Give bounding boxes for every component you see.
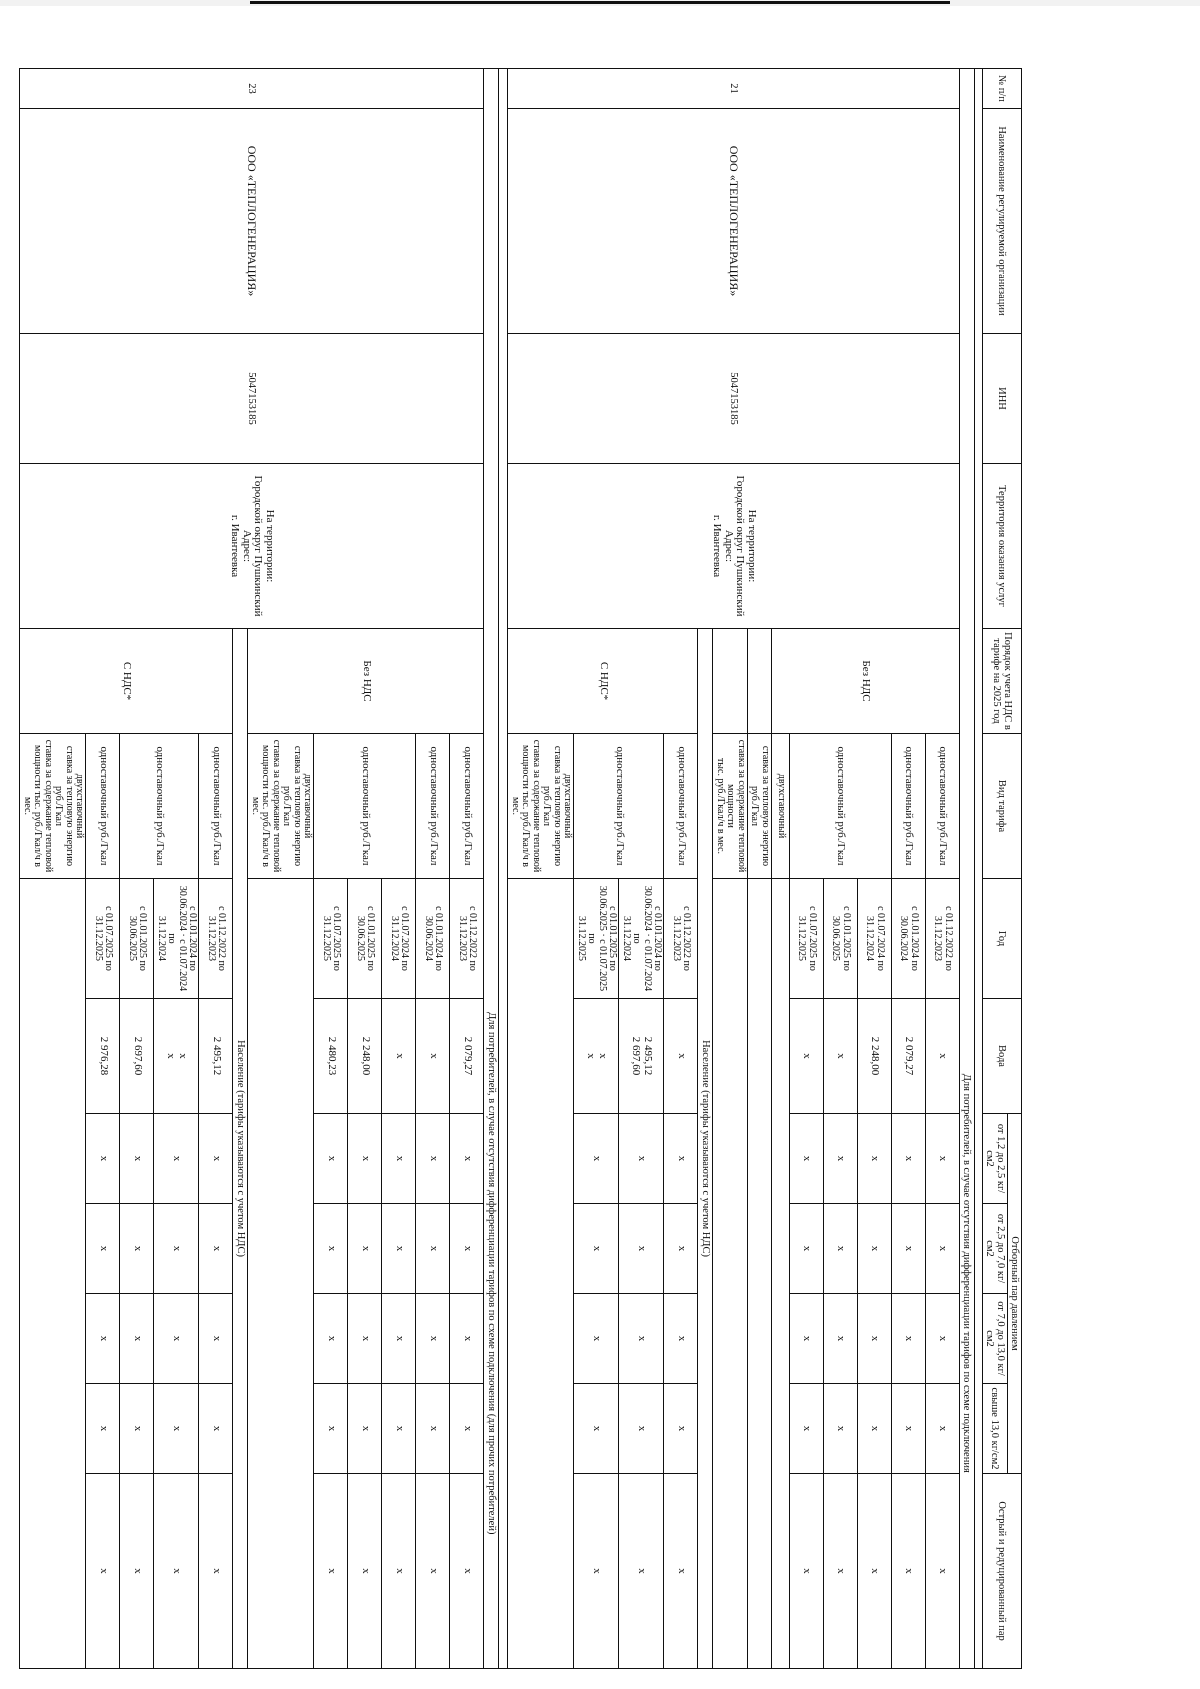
row-number: 23 xyxy=(20,69,484,109)
two-part-group: двухставочный ставка за тепловую энергию руб./Гкал ставка за содержание тепловой мощности тыс. руб./Гкал/ч в мес. xyxy=(248,734,314,879)
tariff-type: одноставочный руб./Гкал xyxy=(789,734,891,879)
water-value: 2 248,00 xyxy=(348,999,382,1114)
header-tariff-type: Вид тарифа xyxy=(982,734,1021,879)
water-value: x xyxy=(664,999,698,1114)
water-value: x xyxy=(416,999,450,1114)
span-consumers: Для потребителей, в случае отсутствия дифференциации тарифов по схеме подключения (для прочих потребителей) xyxy=(484,879,499,1669)
period: с 01.07.2025 по 31.12.2025 xyxy=(789,879,823,999)
territory: На территории: Городской округ Пушкинский Адрес: г. Ивантеевка xyxy=(508,464,960,629)
separator xyxy=(974,69,982,1669)
tariff-type: одноставочный руб./Гкал xyxy=(450,734,484,879)
header-year: Год xyxy=(982,879,1021,999)
header-org: Наименование регулируемой организации xyxy=(982,109,1021,334)
period: с 01.01.2025 по 30.06.2025 xyxy=(348,879,382,999)
water-value: 2 079,27 xyxy=(450,999,484,1114)
period: с 01.12.2022 по 31.12.2023 xyxy=(925,879,959,999)
water-value: 2 495,12 xyxy=(199,999,233,1114)
span-population: Население (тарифы указываются с учетом НДС) xyxy=(698,629,713,1669)
water-value: x xyxy=(925,999,959,1114)
two-part-group: двухставочный ставка за тепловую энергию руб./Гкал ставка за содержание тепловой мощности тыс. руб./Гкал/ч в мес. xyxy=(20,734,86,879)
header-pressure-4: свыше 13,0 кг/см2 xyxy=(982,1384,1007,1474)
tariff-two-part: двухставочный xyxy=(771,734,789,879)
water-value: 2 079,27 xyxy=(891,999,925,1114)
header-pressure-3: от 7,0 до 13,0 кг/см2 xyxy=(982,1294,1007,1384)
tariff-type: одноставочный руб./Гкал xyxy=(86,734,120,879)
period: с 01.01.2025 по 30.06.2025 xyxy=(823,879,857,999)
period: с 01.07.2025 по 31.12.2025 xyxy=(314,879,348,999)
water-value: x xyxy=(382,999,416,1114)
water-value: x xyxy=(823,999,857,1114)
water-value: 2 495,12 2 697,60 xyxy=(619,999,664,1114)
inn-value: 5047153185 xyxy=(508,334,960,464)
tariff-type: одноставочный руб./Гкал xyxy=(199,734,233,879)
header-water: Вода xyxy=(982,999,1021,1114)
tariff-type: одноставочный руб./Гкал xyxy=(314,734,416,879)
vat-order-vat: С НДС* xyxy=(508,629,698,734)
period: с 01.01.2024 по 30.06.2024 · с 01.07.2024 по 31.12.2024 xyxy=(154,879,199,999)
energy-rate: ставка за тепловую энергию руб./Гкал xyxy=(747,734,771,879)
header-territory: Территория оказания услуг xyxy=(982,464,1021,629)
tariff-type: одноставочный руб./Гкал xyxy=(925,734,959,879)
period: с 01.07.2024 по 31.12.2024 xyxy=(382,879,416,999)
tariff-type: одноставочный руб./Гкал xyxy=(891,734,925,879)
water-value: x x xyxy=(574,999,619,1114)
two-part-group: двухставочный ставка за тепловую энергию руб./Гкал ставка за содержание тепловой мощности тыс. руб./Гкал/ч в мес. xyxy=(508,734,574,879)
vat-order-novat: Без НДС xyxy=(771,629,959,734)
period: с 01.01.2025 по 30.06.2025 xyxy=(120,879,154,999)
period: с 01.01.2025 по 30.06.2025 · с 01.07.2025 по 31.12.2025 xyxy=(574,879,619,999)
span-consumers: Для потребителей, в случае отсутствия дифференциации тарифов по схеме подключения xyxy=(959,879,974,1669)
org-name: ООО «ТЕПЛОГЕНЕРАЦИЯ» xyxy=(20,109,484,334)
territory: На территории: Городской округ Пушкинский Адрес: г. Ивантеевка xyxy=(20,464,484,629)
tariff-type: одноставочный руб./Гкал xyxy=(574,734,664,879)
scan-border xyxy=(0,0,1200,6)
period: с 01.01.2024 по 30.06.2024 · с 01.07.2024 по 31.12.2024 xyxy=(619,879,664,999)
span-population: Население (тарифы указываются с учетом НДС) xyxy=(233,629,248,1669)
header-pressure-1: от 1,2 до 2,5 кг/см2 xyxy=(982,1114,1007,1204)
period: с 01.12.2022 по 31.12.2023 xyxy=(450,879,484,999)
header-vat-order: Порядок учета НДС в тарифе на 2025 год xyxy=(982,629,1021,734)
header-inn: ИНН xyxy=(982,334,1021,464)
tariff-type: одноставочный руб./Гкал xyxy=(664,734,698,879)
period: с 01.12.2022 по 31.12.2023 xyxy=(199,879,233,999)
org-name: ООО «ТЕПЛОГЕНЕРАЦИЯ» xyxy=(508,109,960,334)
header-num: № п/п xyxy=(982,69,1021,109)
period: с 01.12.2022 по 31.12.2023 xyxy=(664,879,698,999)
capacity-rate: ставка за содержание тепловой мощности тыс. руб./Гкал/ч в мес. xyxy=(713,734,748,879)
period: с 01.07.2024 по 31.12.2024 xyxy=(857,879,891,999)
water-value: x xyxy=(789,999,823,1114)
period: с 01.07.2025 по 31.12.2025 xyxy=(86,879,120,999)
header-sharp-steam: Острый и редуцированный пар xyxy=(982,1474,1021,1669)
row-number: 21 xyxy=(508,69,960,109)
water-value: x x xyxy=(154,999,199,1114)
water-value: 2 976,28 xyxy=(86,999,120,1114)
water-value: 2 480,23 xyxy=(314,999,348,1114)
inn-value: 5047153185 xyxy=(20,334,484,464)
tariff-table xyxy=(19,68,1022,1669)
vat-order-vat: С НДС* xyxy=(20,629,233,734)
tariff-type: одноставочный руб./Гкал xyxy=(120,734,199,879)
water-value: 2 248,00 xyxy=(857,999,891,1114)
header-pressure-2: от 2,5 до 7,0 кг/см2 xyxy=(982,1204,1007,1294)
period: с 01.01.2024 по 30.06.2024 xyxy=(891,879,925,999)
table-header xyxy=(982,69,1021,1669)
period: с 01.01.2024 по 30.06.2024 xyxy=(416,879,450,999)
header-selected-steam: Отборный пар давлением xyxy=(1007,1114,1021,1474)
vat-order-novat: Без НДС xyxy=(248,629,484,734)
water-value: 2 697,60 xyxy=(120,999,154,1114)
rotated-document xyxy=(21,68,1022,1668)
tariff-type: одноставочный руб./Гкал xyxy=(416,734,450,879)
table-body: Для потребителей, в случае отсутствия дифференциации тарифов по схеме подключения 21 ООО «ТЕПЛОГЕНЕРАЦИЯ» 5047153185 На территории: Городской округ Пушкинский Адрес: г. Ивантеевка Без НДС одноставочный руб./Гкал с 01.12.2022 по 31.12.2023 x x x x x x одноставочный руб./Гкал с 01.01.2024 по 30.06.2024 2 079,27 x x x x x одноставочный руб./Гкал с 01.07.2024 по 31.12.2024 2 248,00 x x x x x с 01.01.2025 по 30.06.2025 x x x x x x с 01.07.2025 по 31.12.2025 x x x x x x двухставочный ставка за тепловую энергию руб./Гкал ставка за содержание тепловой мощности тыс. руб./Гкал/ч в мес. Население (тарифы указываются с учетом НДС) С НДС* одноставочный руб./Гкал с 01.12.2022 по 31.12.2023 x x x x x x одноставочный руб./Гкал с 01.01.2024 по 30.06.2024 · с 01.07.2024 по 31.12.2024 2 495,12 2 697,60 x x x x x с 01.01.2025 по 30.06.2025 · с 01.07.2025 по 31.12.2025 x x x x x x x двухставочный ставка за тепловую энергию руб./Гкал ставка за содержание тепловой мощности тыс. руб./Гкал/ч в мес. Для потребителей, в случае отсутствия дифференциации тарифов по схеме подключения (для прочих потребителей) 23 ООО «ТЕПЛОГЕНЕРАЦИЯ» 5047153185 На территории: Городской округ Пушкинский Адрес: г. Ивантеевка Без НДС одноставочный руб./Гкал с 01.12.2022 по 31.12.2023 2 079,27 x x x x x одноставочный руб./Гкал с 01.01.2024 по 30.06.2024 x x x x x x одноставочный руб./Гкал с 01.07.2024 по 31.12.2024 x x x x x x с 01.01.2025 по 30.06.2025 2 248,00 x x x x x с 01.07.2025 по 31.12.2025 2 480,23 x x x x x двухставочный ставка за тепловую энергию руб./Гкал ставка за содержание тепловой мощности тыс. руб./Гкал/ч в мес. Население (тарифы указываются с учетом НДС) С НДС* одноставочный руб./Гкал с 01.12.2022 по 31.12.2023 2 495,12 x x x x x одноставочный руб./Гкал с 01.01.2024 по 30.06.2024 · с 01.07.2024 по 31.12.2024 x x x x x x x с 01.01.2025 по 30.06.2025 2 697,60 x x x x x одноставочный руб./Гкал с 01.07.2025 по 31.12.2025 2 976,28 x x x x x двухставочный ставка за тепловую энергию руб./Гкал ставка за содержание тепловой мощности тыс. руб./Гкал/ч в мес. xyxy=(20,69,983,1669)
